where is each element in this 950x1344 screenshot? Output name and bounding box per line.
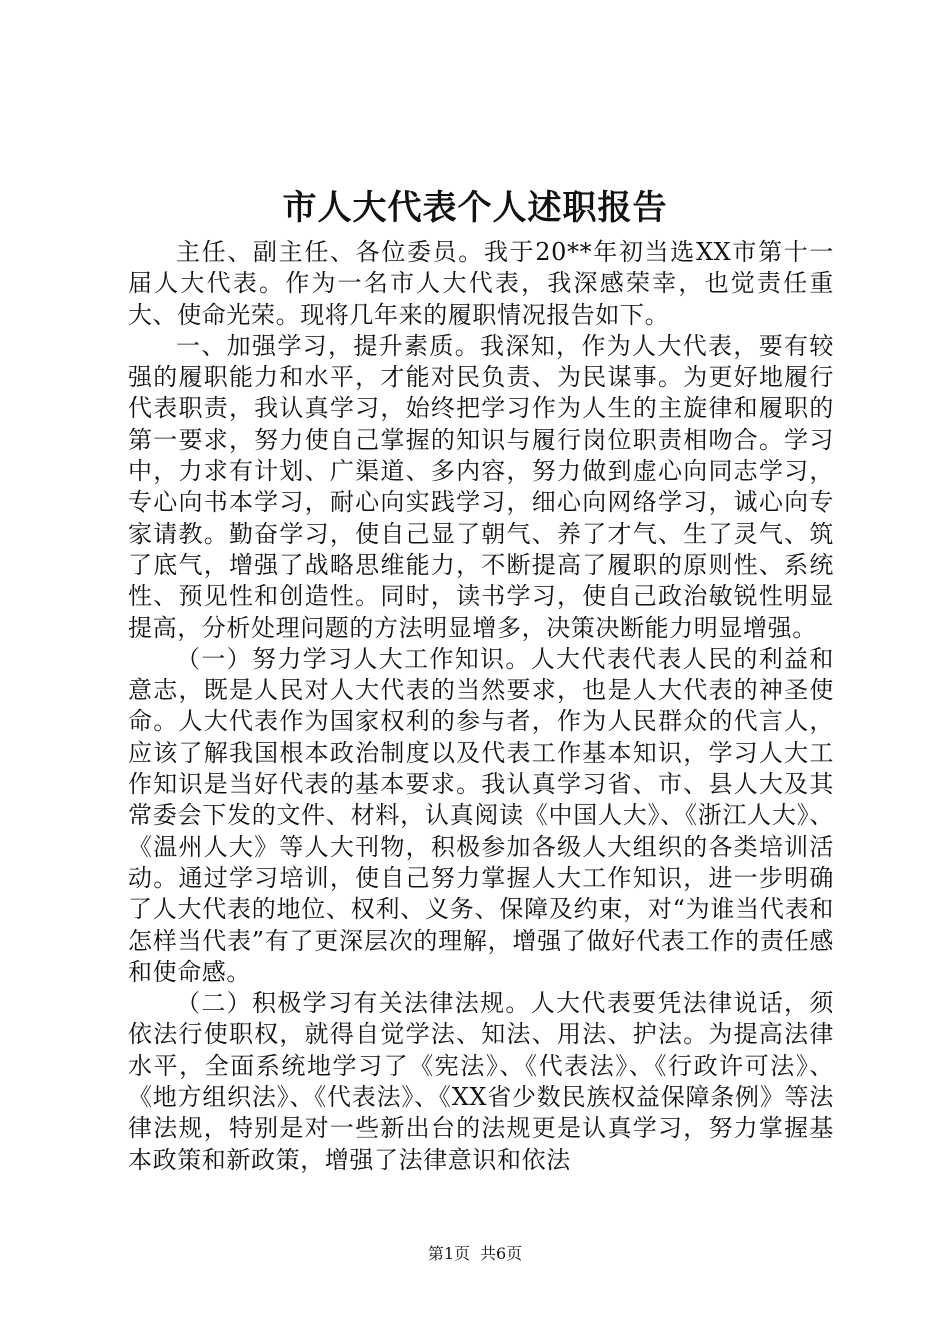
paragraph-intro: 主任、副主任、各位委员。我于20**年初当选XX市第十一届人大代表。作为一名市人大代表，我深感荣幸，也觉责任重大、使命光荣。现将几年来的履职情况报告如下。	[128, 238, 834, 329]
paragraph-subsection-2: （二）积极学习有关法律法规。人大代表要凭法律说话，须依法行使职权，就得自觉学法、知法、用法、护法。为提高法律水平，全面系统地学习了《宪法》、《代表法》、《行政许可法》、《地方组织法》、《代表法》、《XX省少数民族权益保障条例》等法律法规，特别是对一些新出台的法规更是认真学习，努力掌握基本政策和新政策，增强了法律意识和依法	[128, 989, 834, 1174]
paragraph-section-1: 一、加强学习，提升素质。我深知，作为人大代表，要有较强的履职能力和水平，才能对民负责、为民谋事。为更好地履行代表职责，我认真学习，始终把学习作为人生的主旋律和履职的第一要求，努力使自己掌握的知识与履行岗位职责相吻合。学习中，力求有计划、广渠道、多内容，努力做到虚心向同志学习，专心向书本学习，耐心向实践学习，细心向网络学习，诚心向专家请教。勤奋学习，使自己显了朝气、养了才气、生了灵气、筑了底气，增强了战略思维能力，不断提高了履职的原则性、系统性、预见性和创造性。同时，读书学习，使自己政治敏锐性明显提高，分析处理问题的方法明显增多，决策决断能力明显增强。	[128, 331, 834, 642]
document-title: 市人大代表个人述职报告	[282, 188, 668, 228]
document-body	[128, 237, 834, 1176]
paragraph-subsection-1: （一）努力学习人大工作知识。人大代表代表人民的利益和意志，既是人民对人大代表的当然要求，也是人大代表的神圣使命。人大代表作为国家权利的参与者，作为人民群众的代言人，应该了解我国根本政治制度以及代表工作基本知识，学习人大工作知识是当好代表的基本要求。我认真学习省、市、县人大及其常委会下发的文件、材料，认真阅读《中国人大》、《浙江人大》、《温州人大》等人大刊物，积极参加各级人大组织的各类培训活动。通过学习培训，使自己努力掌握人大工作知识，进一步明确了人大代表的地位、权利、义务、保障及约束，对“为谁当代表和怎样当代表”有了更深层次的理解，增强了做好代表工作的责任感和使命感。	[128, 644, 834, 986]
page-number: 第1页	[427, 1244, 470, 1263]
page-total: 共6页	[480, 1244, 523, 1263]
page-footer	[0, 1244, 950, 1264]
